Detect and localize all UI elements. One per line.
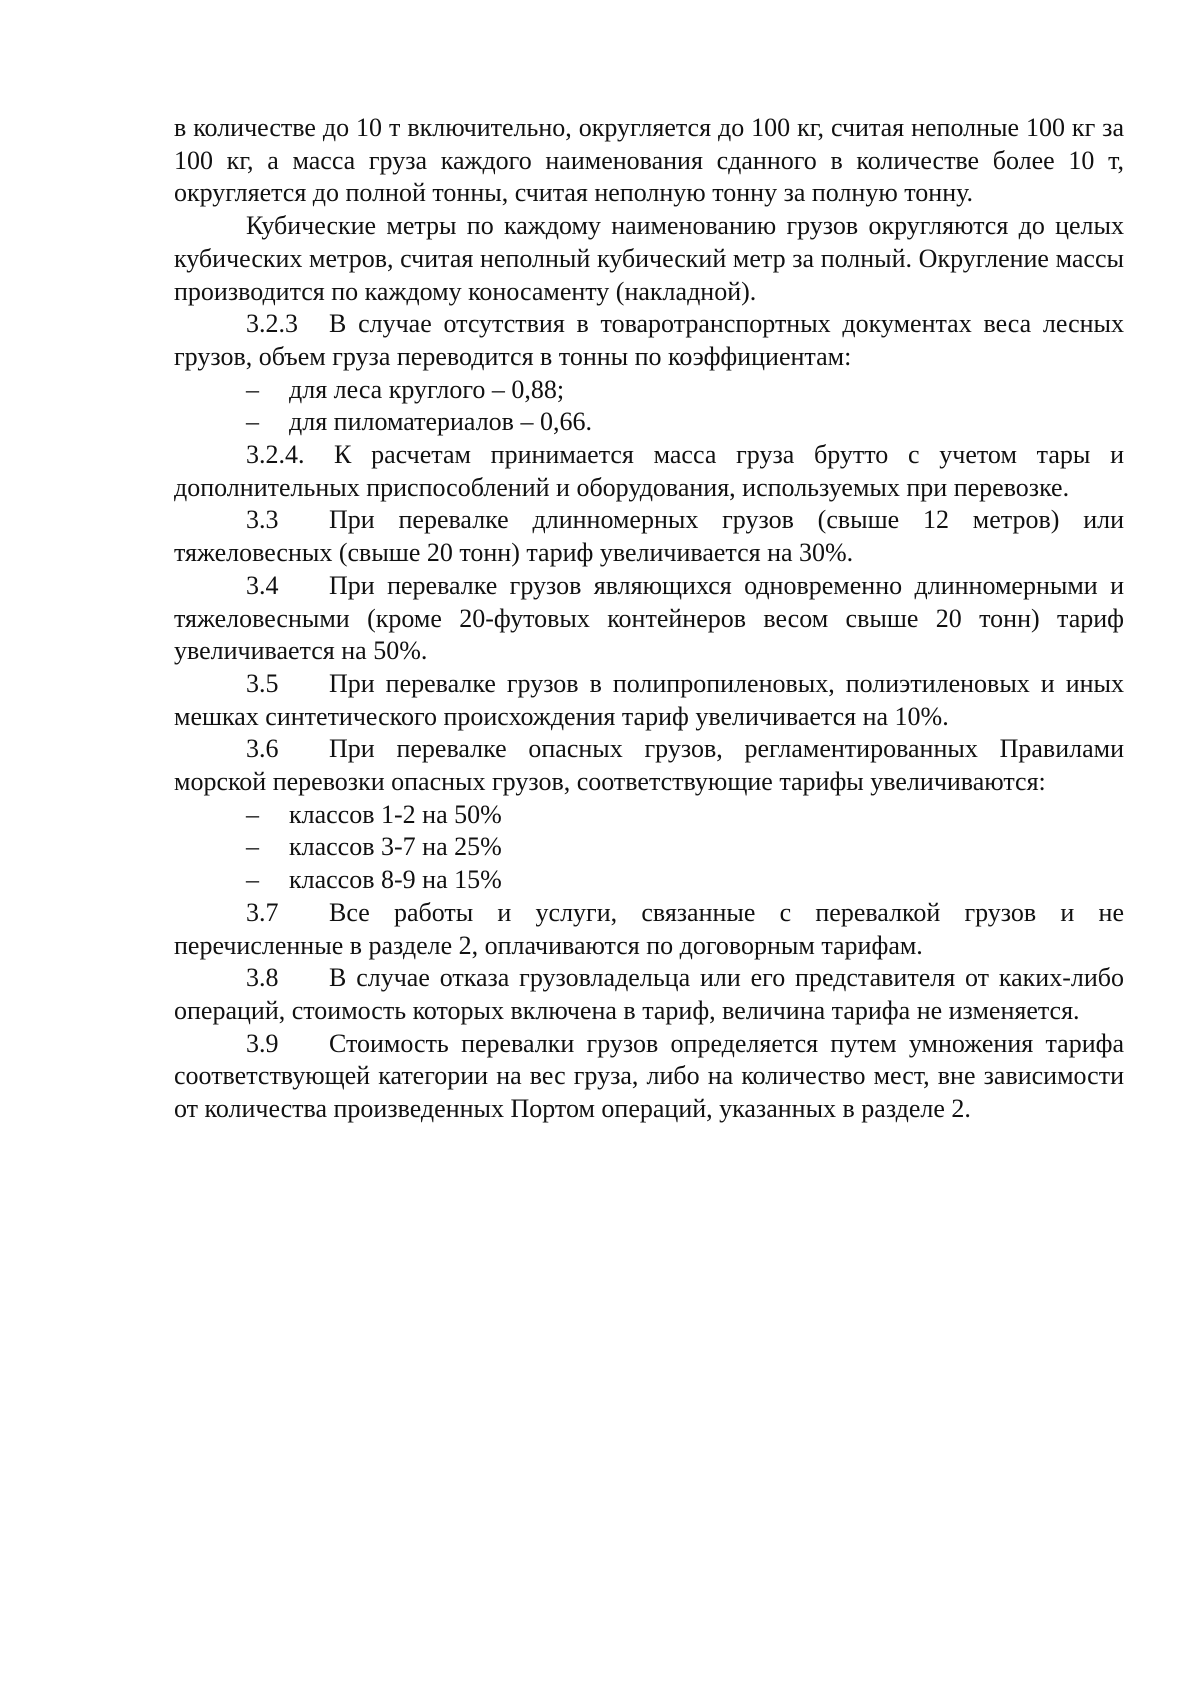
dash-bullet: – <box>246 799 259 829</box>
clause-number: 3.2.3 <box>246 309 298 339</box>
list-item-text: для пиломатериалов – 0,66. <box>289 407 592 437</box>
clause-3-8 <box>174 962 1124 1027</box>
clause-text: Стоимость перевалки грузов определяется путем умножения тарифа соответствующей категории на вес груза, либо на количество мест, вне зависимости от количества произведенных Портом операций, указанных в разделе 2. <box>174 1028 1124 1124</box>
clause-3-9 <box>174 1028 1124 1126</box>
list-item <box>174 799 1124 832</box>
clause-number: 3.8 <box>246 963 279 993</box>
clause-text: Все работы и услуги, связанные с перевалкой грузов и не перечисленные в разделе 2, оплачиваются по договорным тарифам. <box>174 897 1124 960</box>
clause-number: 3.9 <box>246 1028 279 1058</box>
list-item-text: классов 1-2 на 50% <box>289 799 502 829</box>
dash-bullet: – <box>246 374 259 404</box>
clause-text: В случае отсутствия в товаротранспортных документах веса лесных грузов, объем груза переводится в тонны по коэффициентам: <box>174 309 1124 371</box>
list-item <box>174 831 1124 864</box>
paragraph-cubic-meters: Кубические метры по каждому наименованию грузов округляются до целых кубических метров, считая неполный кубический метр за полный. Округление массы производится по каждому коносаменту (накладной). <box>174 211 1124 306</box>
clause-number: 3.5 <box>246 668 279 698</box>
clause-text: При перевалке грузов являющихся одновременно длинномерными и тяжеловесными (кроме 20-футовых контейнеров весом свыше 20 тонн) тариф увеличивается на 50%. <box>174 570 1124 666</box>
clause-3-2-4 <box>174 439 1124 504</box>
list-item-text: классов 8-9 на 15% <box>289 865 502 895</box>
clause-text: В случае отказа грузовладельца или его представителя от каких-либо операций, стоимость которых включена в тариф, величина тарифа не изменяется. <box>174 963 1124 1025</box>
paragraph-intro: в количестве до 10 т включительно, округляется до 100 кг, считая неполные 100 кг за 100 кг, а масса груза каждого наименования сданного в количестве более 10 т, округляется до полной тонны, считая неполную тонну за полную тонну. <box>174 113 1124 208</box>
clause-3-4 <box>174 570 1124 668</box>
clause-text: При перевалке опасных грузов, регламентированных Правилами морской перевозки опасных грузов, соответствующие тарифы увеличиваются: <box>174 734 1124 797</box>
list-item-text: классов 3-7 на 25% <box>289 832 502 862</box>
clause-text: При перевалке длинномерных грузов (свыше 12 метров) или тяжеловесных (свыше 20 тонн) тариф увеличивается на 30%. <box>174 505 1124 568</box>
clause-3-2-3 <box>174 308 1124 373</box>
clause-number: 3.7 <box>246 897 279 927</box>
clause-3-7 <box>174 897 1124 962</box>
clause-number: 3.6 <box>246 734 279 764</box>
clause-3-6 <box>174 733 1124 798</box>
list-item <box>174 864 1124 897</box>
list-item-text: для леса круглого – 0,88; <box>289 374 565 404</box>
list-item <box>174 374 1124 407</box>
clause-3-3 <box>174 504 1124 569</box>
list-item <box>174 406 1124 439</box>
document-page <box>174 112 1124 1126</box>
dash-bullet: – <box>246 865 259 895</box>
clause-number: 3.4 <box>246 570 279 600</box>
dash-bullet: – <box>246 832 259 862</box>
clause-number: 3.2.4. <box>246 440 305 470</box>
clause-3-5 <box>174 668 1124 733</box>
clause-number: 3.3 <box>246 505 279 535</box>
dash-bullet: – <box>246 407 259 437</box>
clause-text: При перевалке грузов в полипропиленовых, полиэтиленовых и иных мешках синтетического происхождения тариф увеличивается на 10%. <box>174 668 1124 731</box>
clause-text: К расчетам принимается масса груза брутто с учетом тары и дополнительных приспособлений и оборудования, используемых при перевозке. <box>174 440 1124 502</box>
